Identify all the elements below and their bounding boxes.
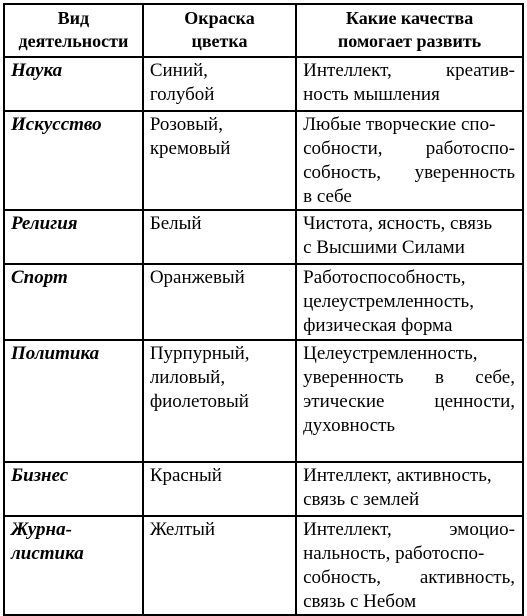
color-line: Пурпурный, xyxy=(149,343,250,364)
qualities-line: в себе xyxy=(303,186,352,207)
color-line: Красный xyxy=(149,465,222,486)
qualities-cell xyxy=(296,210,523,264)
qualities-word: собности, xyxy=(303,138,383,159)
qualities-line xyxy=(303,161,515,185)
color-cell xyxy=(143,340,296,462)
color-line: Розовый, xyxy=(149,114,223,135)
header-qualities-line: помогает развить xyxy=(337,31,482,51)
color-cell xyxy=(143,57,296,111)
table-row xyxy=(4,340,523,462)
qualities-cell xyxy=(296,340,523,462)
header-color-line: цветка xyxy=(191,31,248,51)
activity-cell xyxy=(4,516,143,615)
table-row xyxy=(4,57,523,111)
activity-name: Искусство xyxy=(11,114,102,135)
qualities-line: физическая форма xyxy=(303,315,453,336)
qualities-line: Работоспособность, xyxy=(303,267,466,288)
activity-name: Журна- xyxy=(11,519,72,540)
qualities-line: Чистота, ясность, связь xyxy=(303,213,493,234)
qualities-line: нальность, работоспо- xyxy=(303,543,485,564)
header-activity xyxy=(4,4,143,57)
header-row xyxy=(4,4,523,57)
qualities-word: ценности, xyxy=(434,391,515,412)
qualities-line xyxy=(303,366,515,390)
header-color-line: Окраска xyxy=(184,8,255,28)
activity-cell xyxy=(4,111,143,210)
header-activity-line: Вид xyxy=(57,8,90,28)
header-qualities xyxy=(296,4,523,57)
activity-name: Наука xyxy=(11,60,63,81)
qualities-cell xyxy=(296,462,523,516)
qualities-line xyxy=(303,390,515,414)
qualities-word: собность, xyxy=(303,567,382,588)
color-line: фиолетовый xyxy=(149,391,249,412)
color-cell xyxy=(143,111,296,210)
qualities-word: активность, xyxy=(419,567,515,588)
header-color xyxy=(143,4,296,57)
qualities-cell xyxy=(296,264,523,340)
color-cell xyxy=(143,462,296,516)
qualities-word: уверенность xyxy=(414,162,515,183)
qualities-word: этические xyxy=(303,391,385,412)
qualities-line: связь с землей xyxy=(303,489,420,510)
qualities-line xyxy=(303,566,515,590)
qualities-word: собность, xyxy=(303,162,382,183)
qualities-word: в xyxy=(434,367,444,388)
qualities-cell xyxy=(296,111,523,210)
activity-cell xyxy=(4,57,143,111)
qualities-line xyxy=(303,59,515,83)
qualities-line: целеустремленность, xyxy=(303,291,474,312)
qualities-cell xyxy=(296,516,523,615)
qualities-line: Целеустремленность, xyxy=(303,343,478,364)
qualities-word: работоспо- xyxy=(425,138,515,159)
qualities-word: уверенность xyxy=(303,367,404,388)
table-row xyxy=(4,516,523,615)
activity-name: листика xyxy=(11,543,84,564)
color-line: лиловый, xyxy=(149,367,226,388)
activity-name: Бизнес xyxy=(11,465,69,486)
activity-cell xyxy=(4,340,143,462)
activity-name: Политика xyxy=(11,343,100,364)
color-line: Желтый xyxy=(149,519,216,540)
activity-cell xyxy=(4,462,143,516)
color-line: Оранжевый xyxy=(149,267,245,288)
qualities-line xyxy=(303,518,515,542)
activity-name: Религия xyxy=(11,213,78,234)
qualities-word: Интеллект, xyxy=(303,519,392,540)
qualities-word: креатив- xyxy=(445,60,515,81)
qualities-cell xyxy=(296,57,523,111)
activity-cell xyxy=(4,264,143,340)
color-line: Белый xyxy=(149,213,202,234)
color-cell xyxy=(143,516,296,615)
color-line: Синий, xyxy=(149,60,208,81)
table-row xyxy=(4,264,523,340)
qualities-word: себе, xyxy=(475,367,515,388)
table-row xyxy=(4,210,523,264)
qualities-word: эмоцио- xyxy=(449,519,515,540)
table-row xyxy=(4,111,523,210)
qualities-line xyxy=(303,137,515,161)
qualities-line: с Высшими Силами xyxy=(303,237,465,258)
header-activity-line: деятельности xyxy=(18,31,129,51)
qualities-line: духовность xyxy=(303,415,396,436)
table-row xyxy=(4,462,523,516)
qualities-word: Интеллект, xyxy=(303,60,392,81)
color-cell xyxy=(143,264,296,340)
qualities-line: ность мышления xyxy=(303,84,440,105)
activity-name: Спорт xyxy=(11,267,68,288)
activity-cell xyxy=(4,210,143,264)
qualities-line: Интеллект, активность, xyxy=(303,465,492,486)
color-cell xyxy=(143,210,296,264)
color-line: кремовый xyxy=(149,138,231,159)
qualities-table xyxy=(3,3,524,616)
qualities-line: связь с Небом xyxy=(303,591,417,612)
header-qualities-line: Какие качества xyxy=(345,8,474,28)
qualities-line: Любые творческие спо- xyxy=(303,114,496,135)
color-line: голубой xyxy=(149,84,215,105)
